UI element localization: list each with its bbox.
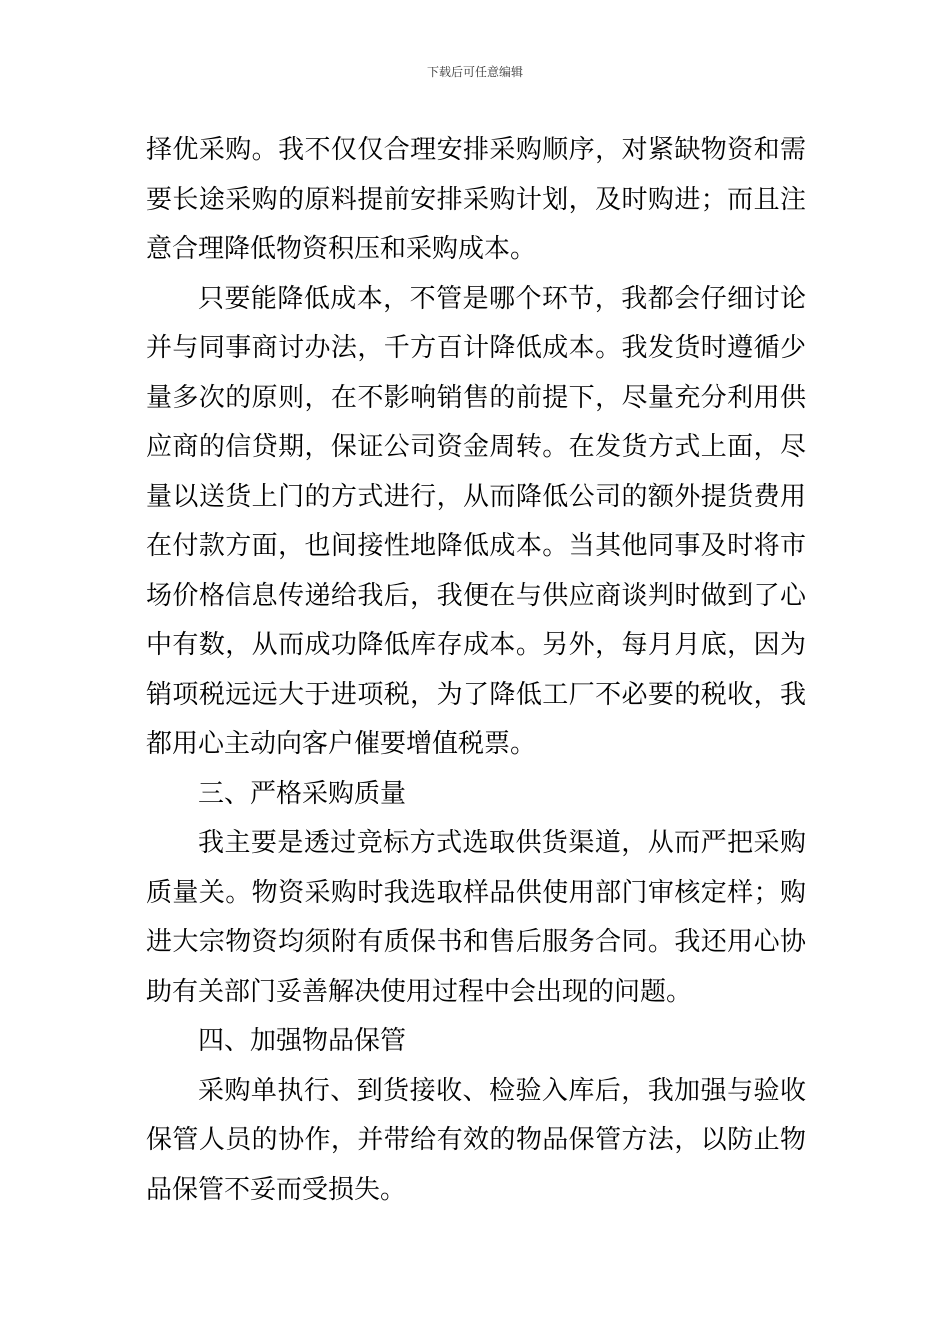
paragraph-storage: 采购单执行、到货接收、检验入库后，我加强与验收保管人员的协作，并带给有效的物品保管方法，以防止物品保管不妥而受损失。: [146, 1075, 806, 1205]
section-heading-storage: 四、加强物品保管: [198, 1026, 407, 1056]
paragraph-quality: 我主要是透过竞标方式选取供货渠道，从而严把采购质量关。物资采购时我选取样品供使用部门审核定样；购进大宗物资均须附有质保书和售后服务合同。我还用心协助有关部门妥善解决使用过程中会出现的问题。: [146, 828, 806, 1007]
paragraph-procurement-order: 择优采购。我不仅仅合理安排采购顺序，对紧缺物资和需要长途采购的原料提前安排采购计划，及时购进；而且注意合理降低物资积压和采购成本。: [146, 135, 806, 264]
page-header: 下载后可任意编辑: [426, 65, 523, 79]
paragraph-cost-reduction: 只要能降低成本，不管是哪个环节，我都会仔细讨论并与同事商讨办法，千方百计降低成本。我发货时遵循少量多次的原则，在不影响销售的前提下，尽量充分利用供应商的信贷期，保证公司资金周转。在发货方式上面，尽量以送货上门的方式进行，从而降低公司的额外提货费用在付款方面，也间接性地降低成本。当其他同事及时将市场价格信息传递给我后，我便在与供应商谈判时做到了心中有数，从而成功降低库存成本。另外，每月月底，因为销项税远远大于进项税，为了降低工厂不必要的税收，我都用心主动向客户催要增值税票。: [146, 283, 806, 759]
section-heading-quality: 三、严格采购质量: [198, 778, 407, 809]
document-body: [146, 126, 806, 1215]
